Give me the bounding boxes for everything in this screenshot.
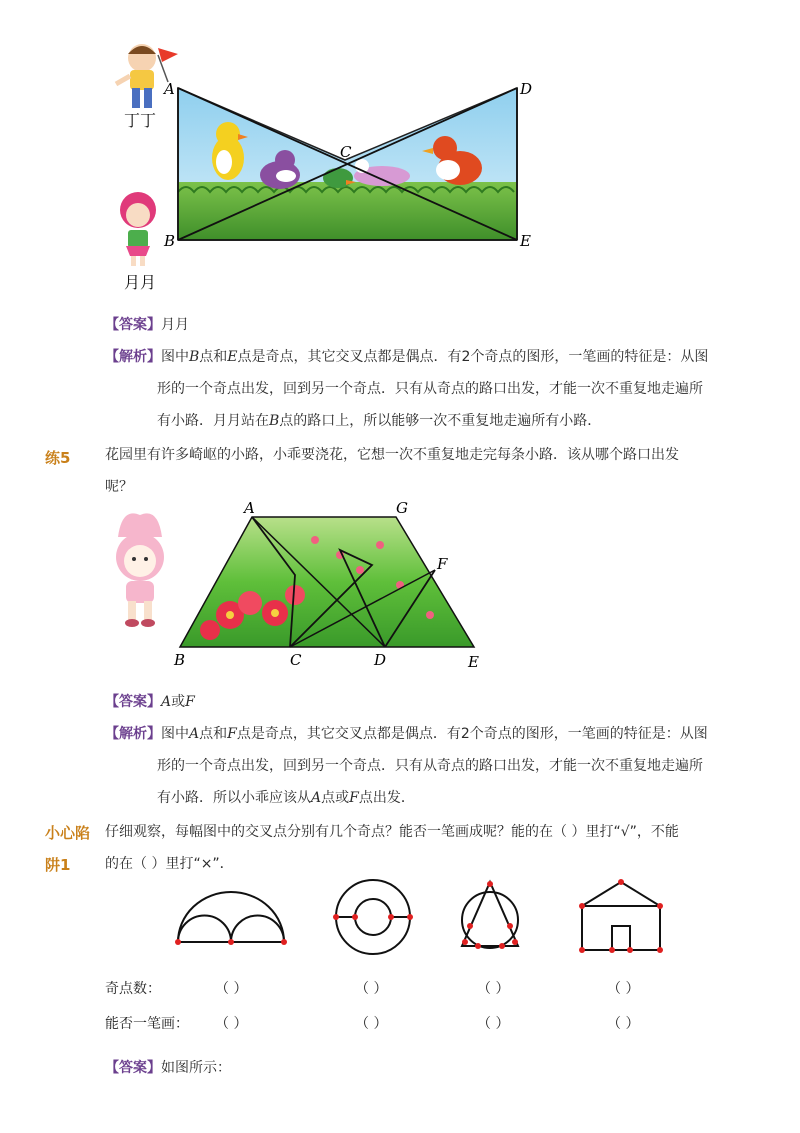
odd-point-dot <box>175 939 181 945</box>
character-name-yueyue: 月月 <box>124 273 157 292</box>
point-label-A: A <box>164 80 175 98</box>
odd-point-dot <box>579 947 585 953</box>
text-span: 点和 <box>199 349 228 365</box>
answer-tag: 【答案】 <box>105 1060 161 1076</box>
point-label-C: C <box>290 651 302 669</box>
blank-one-stroke-4[interactable]: （ ） <box>607 1016 640 1032</box>
exercise-5-question-line-2: 呢？ <box>105 479 133 495</box>
text-span: 图中 <box>161 726 189 742</box>
point-ref: A <box>161 694 172 710</box>
figure-double-arc <box>178 892 284 942</box>
text-span: 点是奇点，其它交叉点都是偶点．有2个奇点的图形，一笔画的特征是：从图 <box>237 349 709 365</box>
trap-question-line-1: 仔细观察，每幅图中的交叉点分别有几个奇点？能否一笔画成呢？能的在（ ）里打“√”，不能 <box>105 824 679 840</box>
point-label-C: C <box>340 143 352 161</box>
point-label-A: A <box>244 499 255 517</box>
trap-figures-svg <box>160 870 700 960</box>
answer-2 <box>105 686 195 718</box>
blank-one-stroke-3[interactable]: （ ） <box>477 1016 510 1032</box>
point-label-G: G <box>396 499 408 517</box>
blank-odd-count-1[interactable]: （ ） <box>215 981 248 997</box>
odd-point-dot <box>407 914 413 920</box>
figure-crossing-paths <box>100 30 550 300</box>
odd-point-dot <box>467 923 473 929</box>
odd-point-dot <box>462 939 468 945</box>
analysis-2-line-3 <box>157 782 415 814</box>
text-span: 点或 <box>321 790 350 806</box>
blank-odd-count-2[interactable]: （ ） <box>355 981 388 997</box>
odd-point-dot <box>487 881 493 887</box>
figure1-svg <box>100 30 550 300</box>
odd-point-dot <box>499 943 505 949</box>
figure-garden-paths <box>100 495 500 675</box>
text-span: 点出发． <box>358 790 415 806</box>
figure-triangle-circle <box>462 882 518 948</box>
odd-point-dot <box>657 947 663 953</box>
text-span: 有小路．所以小乖应该从 <box>157 790 311 806</box>
point-label-F: F <box>437 555 448 573</box>
answer-tag: 【答案】 <box>105 694 161 710</box>
row-odd-count-label: 奇点数： <box>105 981 161 997</box>
answer-text: 月月 <box>161 317 189 333</box>
odd-point-dot <box>627 947 633 953</box>
analysis-2-line-1 <box>105 718 765 750</box>
text-span: 点的路口上，所以能够一次不重复地走遍所有小路． <box>279 413 602 429</box>
answer-3 <box>105 1052 231 1084</box>
trap-figures <box>160 870 700 960</box>
figure2-svg <box>100 495 500 675</box>
point-ref: A <box>311 790 322 806</box>
pink-bunny-icon <box>116 513 164 627</box>
point-label-B: B <box>164 232 176 250</box>
text-span: 点是奇点，其它交叉点都是偶点．有2个奇点的图形，一笔画的特征是：从图 <box>236 726 708 742</box>
trap-label-line-2: 阱1 <box>45 856 71 874</box>
point-ref: F <box>185 694 195 710</box>
odd-point-dot <box>281 939 287 945</box>
point-ref: F <box>349 790 359 806</box>
point-ref: B <box>269 413 280 429</box>
odd-point-dot <box>657 903 663 909</box>
point-ref: E <box>227 349 238 365</box>
point-ref: F <box>227 726 237 742</box>
answer-1 <box>105 309 189 341</box>
point-label-D: D <box>520 80 533 98</box>
text-span: 图中 <box>161 349 189 365</box>
text-span: 或 <box>171 694 186 710</box>
analysis-tag: 【解析】 <box>105 726 161 742</box>
analysis-1-line-1 <box>105 341 765 373</box>
odd-point-dot <box>333 914 339 920</box>
figure-house <box>582 882 660 950</box>
text-span: 有小路．月月站在 <box>157 413 269 429</box>
point-label-E: E <box>520 232 531 250</box>
blank-one-stroke-2[interactable]: （ ） <box>355 1016 388 1032</box>
analysis-2-line-2: 形的一个奇点出发，回到另一个奇点．只有从奇点的路口出发，才能一次不重复地走遍所 <box>157 758 703 774</box>
answer-text: 如图所示： <box>161 1060 231 1076</box>
point-ref: A <box>189 726 200 742</box>
text-span: 点和 <box>199 726 228 742</box>
odd-point-dot <box>388 914 394 920</box>
girl-icon <box>120 192 156 266</box>
point-label-D: D <box>374 651 387 669</box>
analysis-1-line-2: 形的一个奇点出发，回到另一个奇点．只有从奇点的路口出发，才能一次不重复地走遍所 <box>157 381 703 397</box>
point-label-E: E <box>468 653 479 671</box>
blank-odd-count-4[interactable]: （ ） <box>607 981 640 997</box>
point-ref: B <box>189 349 200 365</box>
exercise-5-question-line-1: 花园里有许多崎岖的小路，小乖要浇花，它想一次不重复地走完每条小路．该从哪个路口出发 <box>105 447 679 463</box>
odd-point-dot <box>475 943 481 949</box>
analysis-tag: 【解析】 <box>105 349 161 365</box>
boy-with-flag-icon <box>116 44 178 108</box>
odd-point-dot <box>512 939 518 945</box>
trap-label-line-1: 小心陷 <box>45 824 91 842</box>
odd-point-dot <box>618 879 624 885</box>
exercise-label: 练5 <box>45 449 71 467</box>
analysis-1-line-3 <box>157 405 601 437</box>
figure-ring <box>336 880 410 954</box>
odd-point-dot <box>352 914 358 920</box>
trap-question-line-2: 的在（ ）里打“×”． <box>105 856 234 872</box>
character-name-dingding: 丁丁 <box>124 111 157 130</box>
blank-one-stroke-1[interactable]: （ ） <box>215 1016 248 1032</box>
answer-tag: 【答案】 <box>105 317 161 333</box>
odd-point-dot <box>579 903 585 909</box>
odd-point-dot <box>228 939 234 945</box>
odd-point-dot <box>609 947 615 953</box>
blank-odd-count-3[interactable]: （ ） <box>477 981 510 997</box>
row-one-stroke-label: 能否一笔画： <box>105 1016 189 1032</box>
point-label-B: B <box>174 651 186 669</box>
odd-point-dot <box>507 923 513 929</box>
